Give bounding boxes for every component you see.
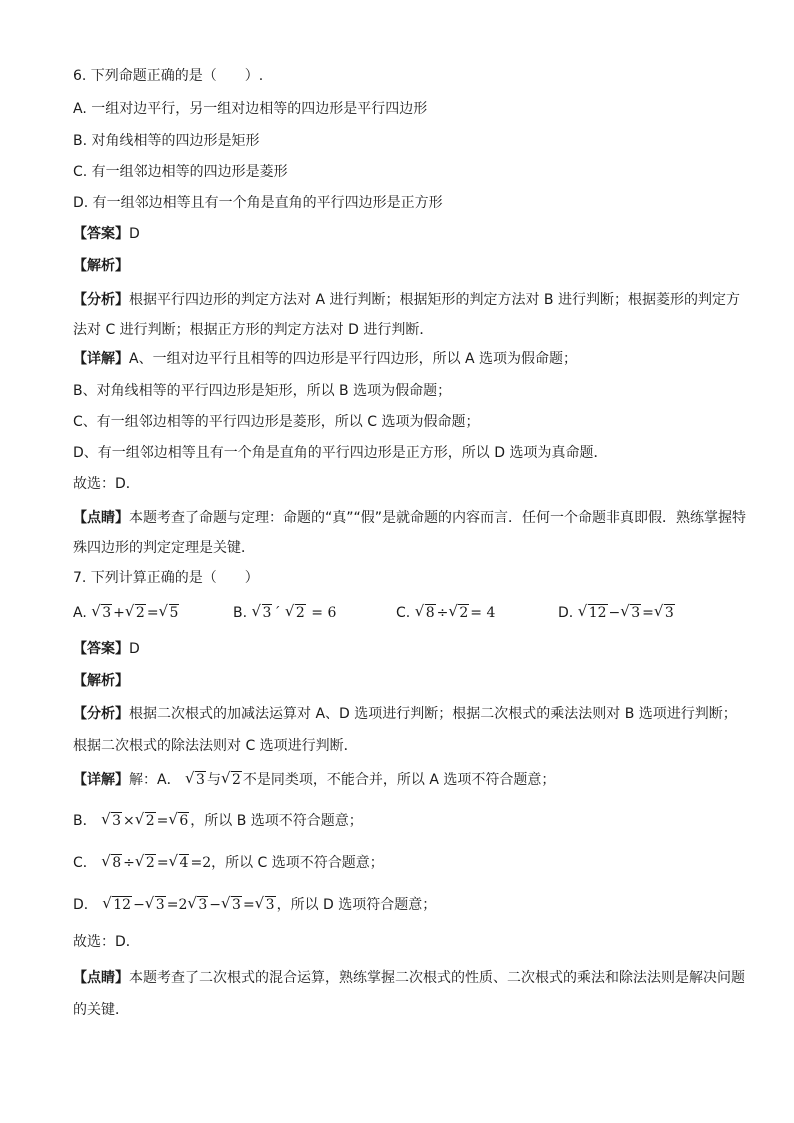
dianjing-label: 【点睛】 [73, 510, 129, 526]
fenxi-label: 【分析】 [73, 706, 129, 722]
xj-c-formula: √ 8 ÷√ 2 =√ 4 =2 [101, 855, 211, 871]
q6-analysis-label [73, 256, 746, 276]
q6-option-c: C. 有一组邻边相等的四边形是菱形 [73, 164, 288, 180]
option-d-label: D. [558, 605, 574, 621]
q6-answer [73, 224, 746, 244]
fenxi-text: 根据平行四边形的判定方法对 A 进行判断；根据矩形的判定方法对 B 进行判断；根据菱形的判定方法对 C 进行判断；根据正方形的判定方法对 D 进行判断． [73, 292, 740, 338]
option-c-label: C. [396, 605, 411, 621]
q7-fenxi [73, 698, 746, 762]
q6-guxuan: 故选：D． [73, 476, 140, 492]
answer-value: D [129, 641, 140, 657]
q6-option-b: B. 对角线相等的四边形是矩形 [73, 133, 260, 149]
option-c-result: = 4 [470, 605, 496, 621]
q7-dianjing [73, 962, 746, 1026]
q7-options [73, 603, 746, 627]
xiangjie-label: 【详解】 [73, 772, 129, 788]
analysis-label: 【解析】 [73, 673, 129, 689]
fenxi-text: 根据二次根式的加减法运算对 A、D 选项进行判断；根据二次根式的乘法法则对 B 选项进行判断；根据二次根式的除法法则对 C 选项进行判断． [73, 706, 737, 754]
xj-b-suffix: ，所以 B 选项不符合题意； [190, 813, 363, 829]
q7-xiangjie-d [73, 895, 746, 915]
xj-b-formula: √ 3 ×√ 2 =√ 6 [101, 813, 190, 829]
q6-xiangjie-b: B、对角线相等的平行四边形是矩形，所以 B 选项为假命题； [73, 383, 452, 399]
q7-answer [73, 639, 746, 659]
xj-b-prefix: B． [73, 813, 97, 829]
xiangjie-line-a: A、一组对边平行且相等的四边形是平行四边形，所以 A 选项为假命题； [129, 351, 578, 367]
q7-option-c [396, 603, 495, 623]
q7-xiangjie-c [73, 853, 746, 873]
xj-c-suffix: ，所以 C 选项不符合题意； [211, 855, 384, 871]
xiangjie-label: 【详解】 [73, 351, 129, 367]
option-a-label: A. [73, 605, 87, 621]
q7-analysis-label [73, 671, 746, 691]
q6-xiangjie [73, 349, 746, 369]
answer-label: 【答案】 [73, 226, 129, 242]
dianjing-text: 本题考查了二次根式的混合运算，熟练掌握二次根式的性质、二次根式的乘法和除法法则是解决问题的关键． [73, 970, 745, 1018]
q6-xiangjie-d: D、有一组邻边相等且有一个角是直角的平行四边形是正方形，所以 D 选项为真命题． [73, 445, 608, 461]
xj-a-formula: √ 3 [185, 772, 207, 788]
option-c-formula: √ 8 ÷√ 2 = 4 [415, 605, 496, 621]
xj-c-prefix: C． [73, 855, 97, 871]
q7-stem: 7. 下列计算正确的是（ ） [73, 570, 259, 586]
q7-option-b [233, 603, 336, 623]
analysis-label: 【解析】 [73, 258, 129, 274]
option-d-formula: √ 12 −√ 3 =√ 3 [578, 605, 676, 621]
dianjing-label: 【点睛】 [73, 970, 129, 986]
q6-option-a: A. 一组对边平行，另一组对边相等的四边形是平行四边形 [73, 101, 428, 117]
q6-fenxi [73, 285, 746, 345]
q7-option-d [558, 603, 676, 623]
times-sign: ´ [273, 605, 281, 621]
q7-xiangjie-a [73, 770, 746, 790]
q6-dianjing [73, 503, 746, 563]
xj-a-suffix: 不是同类项，不能合并，所以 A 选项不符合题意； [242, 772, 556, 788]
q7-xiangjie-b [73, 811, 746, 831]
xj-d-prefix: D． [73, 897, 98, 913]
option-b-result: = 6 [311, 605, 337, 621]
xj-a-mid: 与 [206, 772, 221, 788]
xj-a-formula-2: √ 2 [221, 772, 243, 788]
q6-stem: 6. 下列命题正确的是（ ）. [73, 68, 264, 84]
dianjing-text: 本题考查了命题与定理：命题的“真”“假”是就命题的内容而言．任何一个命题非真即假．熟练掌握特殊四边形的判定定理是关键． [73, 510, 747, 556]
xj-a-prefix: 解：A． [129, 772, 181, 788]
fenxi-label: 【分析】 [73, 292, 129, 308]
xj-d-formula: √ 12 −√ 3 =2√ 3 −√ 3 =√ 3 [102, 897, 276, 913]
option-b-formula: √ 3 ´ √ 2 = 6 [252, 605, 337, 621]
answer-value: D [129, 226, 140, 242]
xj-d-suffix: ，所以 D 选项符合题意； [276, 897, 437, 913]
q7-guxuan: 故选：D． [73, 934, 140, 950]
answer-label: 【答案】 [73, 641, 129, 657]
q6-xiangjie-c: C、有一组邻边相等的平行四边形是菱形，所以 C 选项为假命题； [73, 414, 480, 430]
option-a-formula: √ 3 +√ 2 =√ 5 [91, 605, 180, 621]
q7-option-a [73, 603, 180, 623]
q6-option-d: D. 有一组邻边相等且有一个角是直角的平行四边形是正方形 [73, 195, 443, 211]
option-b-label: B. [233, 605, 248, 621]
